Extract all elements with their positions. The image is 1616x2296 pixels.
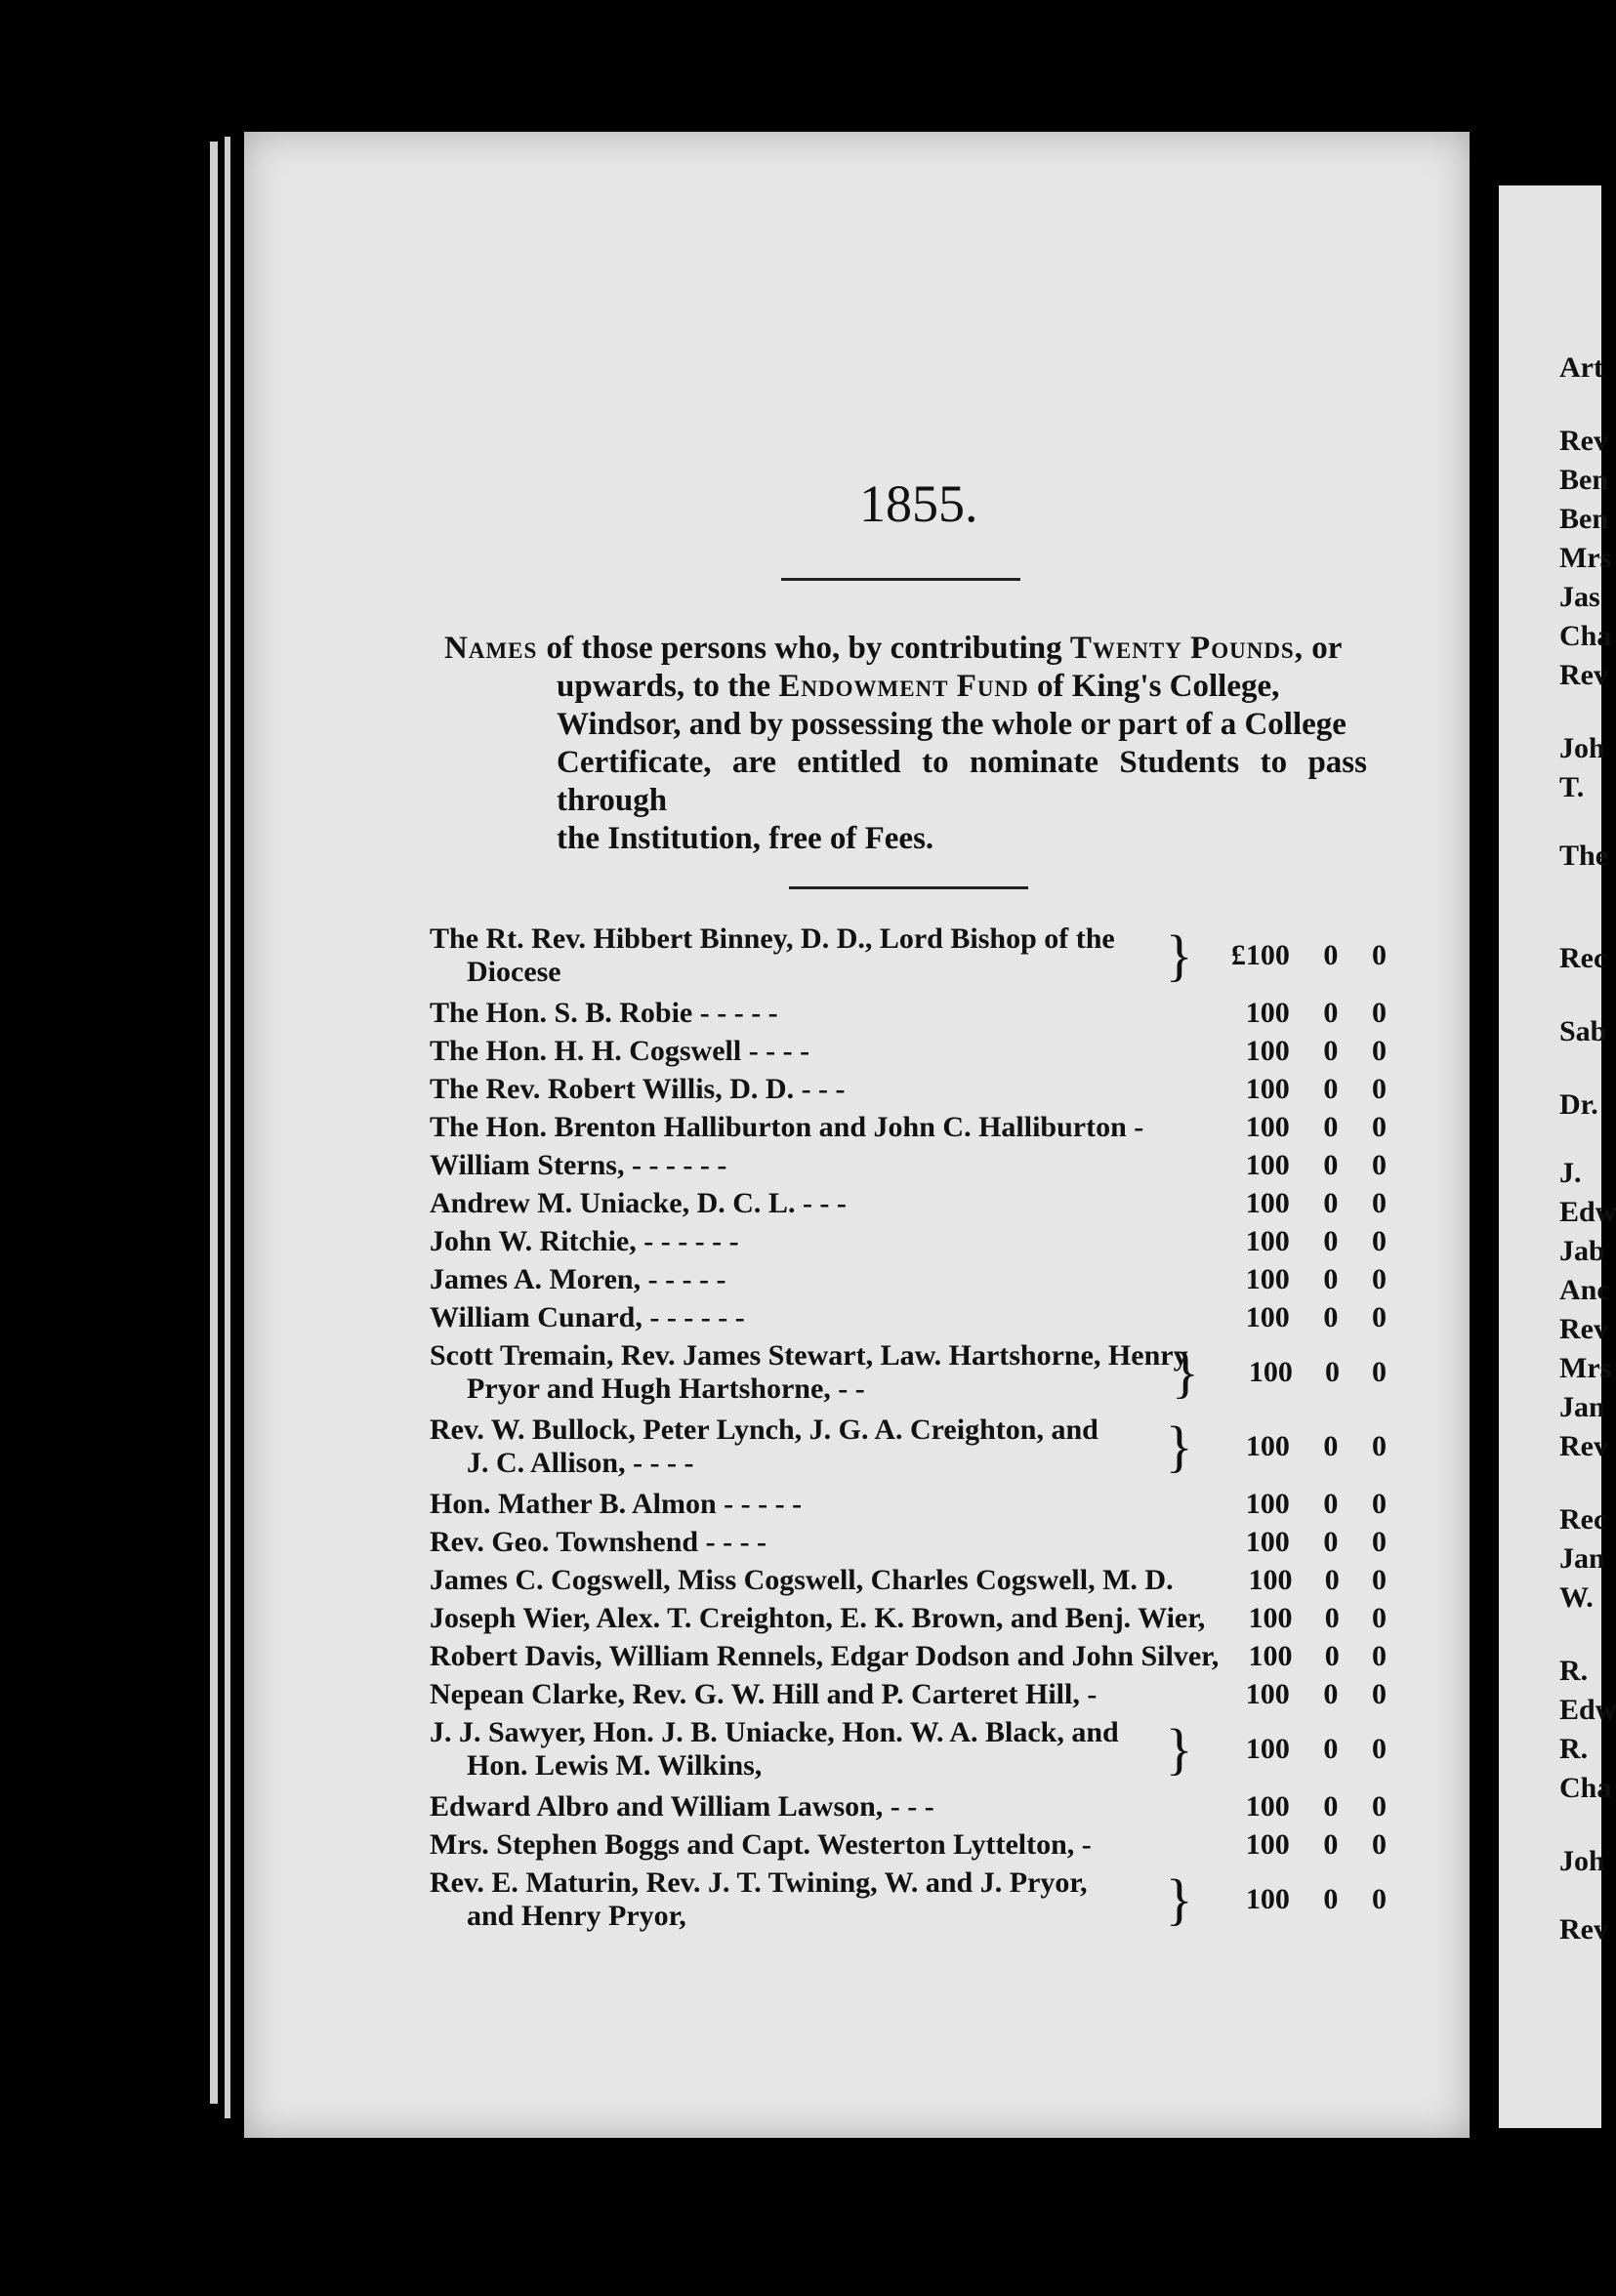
names-line: Joseph Wier, Alex. T. Creighton, E. K. Brown, and Benj. Wier, xyxy=(430,1602,1206,1634)
subscriber-names xyxy=(430,1301,1166,1334)
subscriber-entry xyxy=(430,1488,1387,1521)
amount-shillings: 0 xyxy=(1323,1678,1339,1710)
names-line: Rev. E. Maturin, Rev. J. T. Twining, W. and J. Pryor, xyxy=(430,1866,1088,1899)
amount-pence: 0 xyxy=(1371,1263,1387,1295)
names-line: Rev. W. Bullock, Peter Lynch, J. G. A. Creighton, and xyxy=(430,1414,1098,1446)
amount-pounds: 100 xyxy=(1245,1488,1290,1520)
brace-mark: } xyxy=(1165,1717,1193,1781)
amount-shillings: 0 xyxy=(1324,1602,1340,1634)
amount-shillings: 0 xyxy=(1324,1356,1340,1388)
names-line: Pryor and Hugh Hartshorne, - - xyxy=(467,1373,865,1405)
names-line: Nepean Clarke, Rev. G. W. Hill and P. Carteret Hill, - xyxy=(430,1678,1098,1710)
amount-pounds: 100 xyxy=(1245,1187,1290,1219)
amount-shillings: 0 xyxy=(1323,1149,1339,1181)
facing-page-text: Rev xyxy=(1559,1313,1608,1345)
names-line: Hon. Lewis M. Wilkins, xyxy=(467,1749,763,1782)
names-line: Scott Tremain, Rev. James Stewart, Law. Hartshorne, Henry xyxy=(430,1339,1188,1372)
amount-pence: 0 xyxy=(1372,939,1388,971)
facing-page-text: Joh xyxy=(1559,732,1605,764)
subscriber-names xyxy=(430,1111,1166,1144)
subscriber-entry xyxy=(430,1526,1387,1559)
facing-page-text: Jan xyxy=(1559,1391,1605,1423)
page-year: 1855. xyxy=(859,474,978,533)
amount-shillings: 0 xyxy=(1323,1225,1339,1257)
amount-pence: 0 xyxy=(1371,1149,1387,1181)
subscriber-entry xyxy=(430,1866,1387,1933)
facing-page-text: R. xyxy=(1559,1733,1589,1765)
amount-pounds: 100 xyxy=(1245,1828,1290,1861)
subscriber-entry xyxy=(430,1073,1387,1106)
subscriber-entry xyxy=(430,1678,1387,1711)
names-line: The Rt. Rev. Hibbert Binney, D. D., Lord Bishop of the xyxy=(430,922,1115,955)
amount-pence: 0 xyxy=(1372,1640,1387,1672)
subscriber-entry xyxy=(430,1263,1387,1296)
intro-line-text: upwards, to the Endowment Fund of King's College, xyxy=(557,669,1280,704)
amount-pence: 0 xyxy=(1371,1678,1387,1710)
names-line: J. J. Sawyer, Hon. J. B. Uniacke, Hon. W. A. Black, and xyxy=(430,1716,1119,1748)
amount-pence: 0 xyxy=(1371,1526,1387,1558)
names-line: The Rev. Robert Willis, D. D. - - - xyxy=(430,1073,846,1105)
amount-pence: 0 xyxy=(1371,1073,1387,1105)
amount-pounds: 100 xyxy=(1245,1149,1290,1181)
amount-pounds: 100 xyxy=(1245,1111,1290,1143)
subscriber-names xyxy=(430,997,1166,1030)
divider-rule xyxy=(781,578,1020,581)
amount-shillings: 0 xyxy=(1323,1430,1339,1462)
subscriber-names xyxy=(430,1828,1166,1862)
amount-pence: 0 xyxy=(1372,1564,1387,1596)
amount-pence: 0 xyxy=(1371,1035,1387,1067)
subscriber-entry xyxy=(430,1035,1387,1068)
subscriber-entry xyxy=(430,1414,1387,1480)
amount-pence: 0 xyxy=(1371,1790,1387,1823)
subscriber-entry xyxy=(430,1225,1387,1258)
amount-shillings: 0 xyxy=(1323,1073,1339,1105)
facing-page-text: Rev xyxy=(1559,1913,1608,1946)
amount-shillings: 0 xyxy=(1323,1790,1339,1823)
amount-pounds: 100 xyxy=(1245,1733,1290,1765)
facing-page-text: Jan xyxy=(1559,1542,1605,1575)
subscriber-entry xyxy=(430,1339,1387,1406)
subscriber-names xyxy=(430,922,1166,989)
subscriber-entry xyxy=(430,1564,1387,1597)
brace-mark: } xyxy=(1172,1340,1199,1404)
amount-shillings: 0 xyxy=(1323,1035,1339,1067)
facing-page-text: Sab xyxy=(1559,1015,1607,1047)
subscriber-names xyxy=(430,1564,1172,1597)
amount-pence: 0 xyxy=(1371,1488,1387,1520)
facing-page-text: Jab xyxy=(1559,1235,1605,1267)
subscriber-names xyxy=(430,1866,1166,1933)
facing-page-text: Rec xyxy=(1559,942,1607,974)
subscriber-entry xyxy=(430,1301,1387,1334)
subscriber-names xyxy=(430,1488,1166,1521)
amount-shillings: 0 xyxy=(1323,1883,1339,1915)
subscriber-names xyxy=(430,1790,1166,1824)
amount-shillings: 0 xyxy=(1324,1564,1340,1596)
amount-pounds: 100 xyxy=(1248,1564,1293,1596)
facing-page-text: Edw xyxy=(1559,1196,1616,1228)
amount-pence: 0 xyxy=(1372,1883,1388,1915)
page-edge xyxy=(210,142,218,2104)
amount-pounds: £100 xyxy=(1230,939,1290,971)
subscriber-names xyxy=(430,1035,1166,1068)
intro-line-text: of those persons who, by contributing Twenty Pounds, or xyxy=(546,631,1343,666)
amount-pounds: 100 xyxy=(1248,1640,1293,1672)
amount-shillings: 0 xyxy=(1323,1301,1339,1333)
facing-page-text: Edw xyxy=(1559,1694,1616,1726)
amount-pence: 0 xyxy=(1371,1225,1387,1257)
amount-shillings: 0 xyxy=(1323,1828,1339,1861)
amount-shillings: 0 xyxy=(1324,1640,1340,1672)
amount-shillings: 0 xyxy=(1323,1111,1339,1143)
subscriber-names xyxy=(430,1073,1166,1106)
facing-page-text: Rev xyxy=(1559,1430,1608,1462)
subscriber-list xyxy=(430,922,1387,1941)
divider-rule xyxy=(789,886,1028,889)
subscriber-entry xyxy=(430,1640,1387,1673)
subscriber-entry xyxy=(430,1790,1387,1824)
subscriber-entry xyxy=(430,1149,1387,1182)
subscriber-entry xyxy=(430,1111,1387,1144)
names-line: Andrew M. Uniacke, D. C. L. - - - xyxy=(430,1187,847,1219)
names-line: and Henry Pryor, xyxy=(467,1900,686,1932)
facing-page-text: W. xyxy=(1559,1581,1594,1614)
facing-page-text: T. xyxy=(1559,771,1585,803)
facing-page-text: Anc xyxy=(1559,1274,1610,1306)
amount-pounds: 100 xyxy=(1245,1430,1290,1462)
amount-pence: 0 xyxy=(1371,1301,1387,1333)
amount-pounds: 100 xyxy=(1245,1035,1290,1067)
amount-pounds: 100 xyxy=(1245,1678,1290,1710)
facing-page-text: Ben xyxy=(1559,503,1609,535)
names-line: J. C. Allison, - - - - xyxy=(467,1447,694,1479)
subscriber-entry xyxy=(430,997,1387,1030)
amount-shillings: 0 xyxy=(1323,1187,1339,1219)
intro-line-text: the Institution, free of Fees. xyxy=(557,821,934,856)
amount-shillings: 0 xyxy=(1323,1733,1339,1765)
facing-page-text: Rec xyxy=(1559,1503,1607,1536)
subscriber-names xyxy=(430,1187,1166,1220)
amount-pounds: 100 xyxy=(1248,1602,1293,1634)
amount-pence: 0 xyxy=(1371,1828,1387,1861)
intro-line-text: Certificate, are entitled to nominate Students to pass through xyxy=(557,745,1367,818)
subscriber-names xyxy=(430,1640,1220,1673)
names-line: The Hon. H. H. Cogswell - - - - xyxy=(430,1035,810,1067)
intro-line xyxy=(444,744,1367,820)
facing-page-text: Joh xyxy=(1559,1845,1605,1877)
page-edge xyxy=(225,137,230,2118)
names-line: James C. Cogswell, Miss Cogswell, Charles Cogswell, M. D. xyxy=(430,1564,1174,1596)
brace-mark: } xyxy=(1165,923,1193,987)
subscriber-names xyxy=(430,1263,1166,1296)
intro-line xyxy=(444,630,1367,668)
amount-shillings: 0 xyxy=(1323,997,1339,1029)
subscriber-names xyxy=(430,1339,1188,1406)
facing-page-text: Art xyxy=(1559,351,1603,384)
facing-page-text: R. xyxy=(1559,1655,1589,1687)
facing-page-text: Rev xyxy=(1559,425,1608,457)
subscriber-names xyxy=(430,1526,1166,1559)
amount-pounds: 100 xyxy=(1245,1790,1290,1823)
amount-pounds: 100 xyxy=(1245,997,1290,1029)
amount-pounds: 100 xyxy=(1248,1356,1293,1388)
amount-pounds: 100 xyxy=(1245,1073,1290,1105)
intro-line xyxy=(444,820,1367,858)
names-line: The Hon. Brenton Halliburton and John C. Halliburton - xyxy=(430,1111,1144,1143)
subscriber-names xyxy=(430,1716,1166,1783)
subscriber-entry xyxy=(430,922,1387,989)
brace-mark: } xyxy=(1165,1867,1193,1931)
intro-lead-word: Names xyxy=(444,631,547,666)
intro-line xyxy=(444,668,1367,706)
amount-pence: 0 xyxy=(1371,1356,1387,1388)
names-line: Robert Davis, William Rennels, Edgar Dodson and John Silver, xyxy=(430,1640,1220,1672)
facing-page-text: Cha xyxy=(1559,620,1612,652)
names-line: Mrs. Stephen Boggs and Capt. Westerton Lyttelton, - xyxy=(430,1828,1092,1861)
subscriber-entry xyxy=(430,1187,1387,1220)
facing-page-text: Mrs xyxy=(1559,542,1612,574)
names-line: William Cunard, - - - - - - xyxy=(430,1301,745,1333)
amount-pounds: 100 xyxy=(1245,1883,1290,1915)
amount-pence: 0 xyxy=(1372,1430,1388,1462)
names-line: Rev. Geo. Townshend - - - - xyxy=(430,1526,767,1558)
amount-pence: 0 xyxy=(1372,1733,1388,1765)
facing-page-text: Rev xyxy=(1559,659,1608,691)
intro-paragraph xyxy=(444,630,1367,858)
subscriber-names xyxy=(430,1414,1166,1480)
amount-shillings: 0 xyxy=(1323,1488,1339,1520)
facing-page-text: J. xyxy=(1559,1157,1582,1189)
names-line: Hon. Mather B. Almon - - - - - xyxy=(430,1488,803,1520)
amount-pence: 0 xyxy=(1371,1111,1387,1143)
facing-page-text: The xyxy=(1559,840,1609,872)
amount-pence: 0 xyxy=(1372,1602,1387,1634)
amount-pounds: 100 xyxy=(1245,1225,1290,1257)
subscriber-names xyxy=(430,1149,1166,1182)
amount-pounds: 100 xyxy=(1245,1263,1290,1295)
subscriber-entry xyxy=(430,1602,1387,1635)
facing-page-text: Ben xyxy=(1559,464,1609,496)
subscriber-names xyxy=(430,1678,1166,1711)
names-line: James A. Moren, - - - - - xyxy=(430,1263,726,1295)
facing-page-text: Dr. xyxy=(1559,1088,1598,1121)
names-line: Edward Albro and William Lawson, - - - xyxy=(430,1790,934,1823)
subscriber-entry xyxy=(430,1716,1387,1783)
names-line: Diocese xyxy=(467,956,561,988)
subscriber-entry xyxy=(430,1828,1387,1862)
amount-pence: 0 xyxy=(1371,1187,1387,1219)
facing-page-text: Mrs xyxy=(1559,1352,1612,1384)
amount-pounds: 100 xyxy=(1245,1526,1290,1558)
amount-pence: 0 xyxy=(1371,997,1387,1029)
intro-line xyxy=(444,706,1367,744)
intro-line-text: Windsor, and by possessing the whole or part of a College xyxy=(557,707,1347,742)
subscriber-names xyxy=(430,1602,1206,1635)
amount-pounds: 100 xyxy=(1245,1301,1290,1333)
facing-page-text: Cha xyxy=(1559,1772,1612,1804)
names-line: John W. Ritchie, - - - - - - xyxy=(430,1225,739,1257)
facing-page xyxy=(1499,185,1616,2128)
amount-shillings: 0 xyxy=(1323,939,1339,971)
names-line: The Hon. S. B. Robie - - - - - xyxy=(430,997,778,1029)
facing-page-text: Jas xyxy=(1559,581,1600,613)
brace-mark: } xyxy=(1165,1414,1193,1478)
subscriber-names xyxy=(430,1225,1166,1258)
names-line: William Sterns, - - - - - - xyxy=(430,1149,727,1181)
amount-shillings: 0 xyxy=(1323,1263,1339,1295)
amount-shillings: 0 xyxy=(1323,1526,1339,1558)
